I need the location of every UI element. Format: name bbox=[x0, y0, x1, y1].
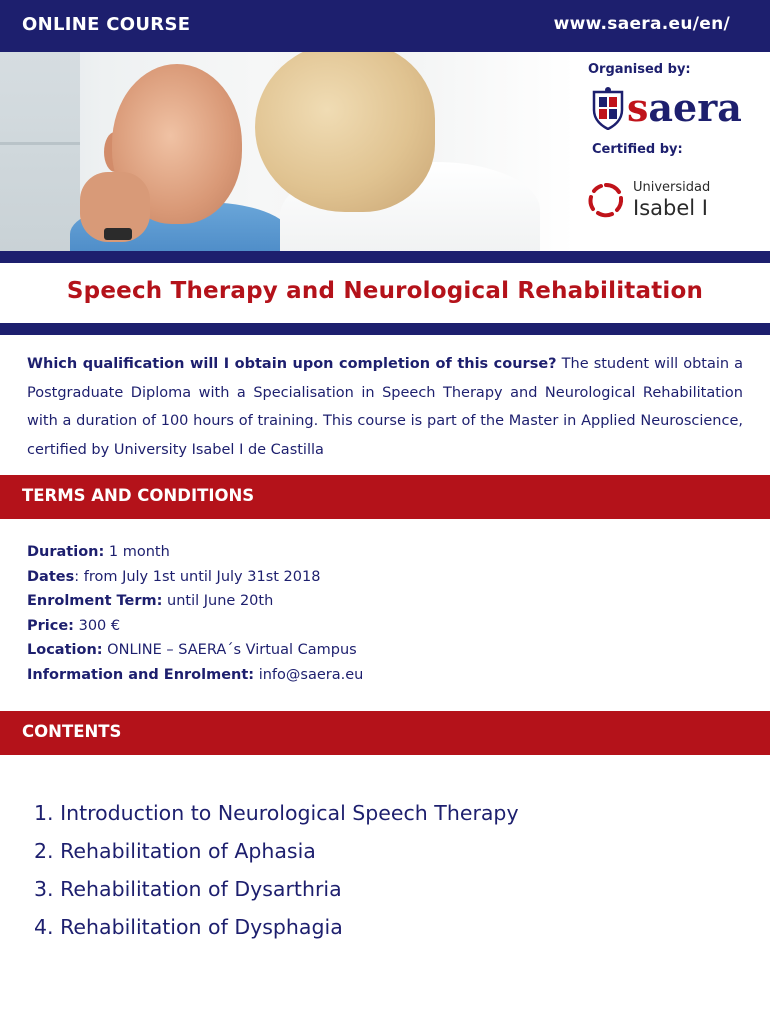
contact-email[interactable]: info@saera.eu bbox=[254, 666, 364, 683]
organised-by-label: Organised by: bbox=[588, 62, 691, 77]
university-logo-text: Universidad Isabel I bbox=[633, 180, 711, 220]
term-enrolment: Enrolment Term: until June 20th bbox=[27, 593, 274, 610]
term-location: Location: ONLINE – SAERA´s Virtual Campus bbox=[27, 642, 357, 659]
term-contact: Information and Enrolment: info@saera.eu bbox=[27, 666, 364, 683]
photo-background-cabinet bbox=[0, 52, 80, 252]
photo-therapist-hair bbox=[255, 52, 435, 212]
university-ring-icon bbox=[588, 182, 624, 218]
contents-heading: CONTENTS bbox=[22, 722, 122, 741]
qualification-paragraph bbox=[27, 350, 743, 464]
contents-list bbox=[34, 794, 519, 946]
photo-background-shelf bbox=[0, 142, 80, 145]
list-item: 4. Rehabilitation of Dysphagia bbox=[34, 915, 343, 939]
list-item: 3. Rehabilitation of Dysarthria bbox=[34, 877, 342, 901]
website-url[interactable]: www.saera.eu/en/ bbox=[553, 14, 730, 34]
organisers-panel bbox=[575, 52, 770, 252]
contents-heading-bar bbox=[0, 711, 770, 755]
list-item: 1. Introduction to Neurological Speech Therapy bbox=[34, 801, 519, 825]
course-title: Speech Therapy and Neurological Rehabilitation bbox=[66, 278, 704, 304]
course-type-label: ONLINE COURSE bbox=[22, 14, 191, 35]
qualification-question: Which qualification will I obtain upon completion of this course? bbox=[27, 356, 557, 372]
photo-patient-watch bbox=[104, 228, 132, 240]
certified-by-label: Certified by: bbox=[592, 142, 683, 157]
term-price: Price: 300 € bbox=[27, 617, 121, 634]
list-item: 2. Rehabilitation of Aphasia bbox=[34, 839, 316, 863]
saera-crest-icon bbox=[590, 86, 626, 130]
divider-top bbox=[0, 251, 770, 263]
top-banner bbox=[0, 0, 770, 52]
terms-list bbox=[27, 540, 363, 688]
divider-bottom bbox=[0, 323, 770, 335]
hero-section bbox=[0, 52, 770, 252]
term-dates: Dates: from July 1st until July 31st 2018 bbox=[27, 568, 321, 585]
terms-heading-bar bbox=[0, 475, 770, 519]
terms-heading: TERMS AND CONDITIONS bbox=[22, 486, 255, 505]
term-duration: Duration: 1 month bbox=[27, 544, 170, 560]
qualification-answer: The student will obtain a Postgraduate Diploma with a Specialisation in Speech Therapy and Neurological Rehabilitation with a duration of 100 hours of training. This course is part of the Master in Applied Neuroscience, certified by University Isabel I de Castilla bbox=[27, 356, 744, 458]
saera-logo-text: saera bbox=[627, 85, 742, 130]
hero-photo bbox=[0, 52, 575, 252]
